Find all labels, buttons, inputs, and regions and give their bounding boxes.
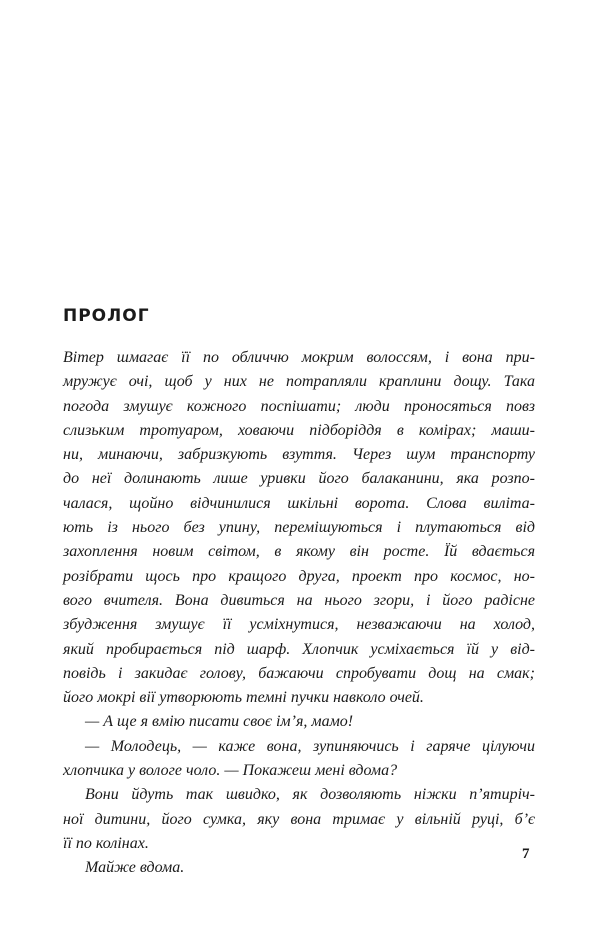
text-line: мружує очі, щоб у них не потрапляли краплини дощу. Така <box>63 373 535 391</box>
text-line: до неї долинають лише уривки його балаканини, яка розпо- <box>63 470 535 488</box>
prologue-text <box>63 346 535 881</box>
chapter-title: ПРОЛОГ <box>63 306 150 326</box>
text-line: погода змушує кожного поспішати; люди проносяться повз <box>63 397 535 415</box>
text-line: повідь і закидає голову, бажаючи спробувати дощ на смак; <box>63 664 535 682</box>
text-line: збудження змушує її усміхнутися, незважаючи на холод, <box>63 616 535 634</box>
text-line: хлопчика у вологе чоло. — Покажеш мені вдома? <box>63 762 398 780</box>
text-line: слизьким тротуаром, ховаючи підборіддя в комірах; маши- <box>63 421 535 439</box>
dialogue-line: — А ще я вмію писати своє ім’я, мамо! <box>85 713 354 731</box>
text-line: захоплення новим світом, в якому він росте. Їй вдається <box>63 543 535 561</box>
text-line: Вони йдуть так швидко, як дозволяють ніжки п’ятиріч- <box>85 786 535 804</box>
page-number: 7 <box>522 846 530 862</box>
text-line: розібрати щось про кращого друга, проект про космос, но- <box>63 567 535 585</box>
text-line: Майже вдома. <box>85 859 185 877</box>
text-line: його мокрі вії утворюють темні пучки навколо очей. <box>63 689 424 707</box>
text-line: ни, минаючи, забризкують взуття. Через шум транспорту <box>63 446 535 464</box>
text-line: ної дитини, його сумка, яку вона тримає у вільній руці, б’є <box>63 810 535 828</box>
text-line: який пробирається під шарф. Хлопчик усміхається їй у від- <box>63 640 535 658</box>
text-line: чалася, щойно відчинилися шкільні ворота. Слова виліта- <box>63 494 535 512</box>
text-line: Вітер шмагає її по обличчю мокрим волоссям, і вона при- <box>63 349 535 366</box>
text-line: вого вчителя. Вона дивиться на нього згори, і його радісне <box>63 591 535 609</box>
dialogue-line: — Молодець, — каже вона, зупиняючись і гаряче цілуючи <box>85 737 535 755</box>
text-line: її по колінах. <box>63 834 149 852</box>
text-line: ють із нього без упину, перемішуються і плутаються від <box>63 519 535 537</box>
